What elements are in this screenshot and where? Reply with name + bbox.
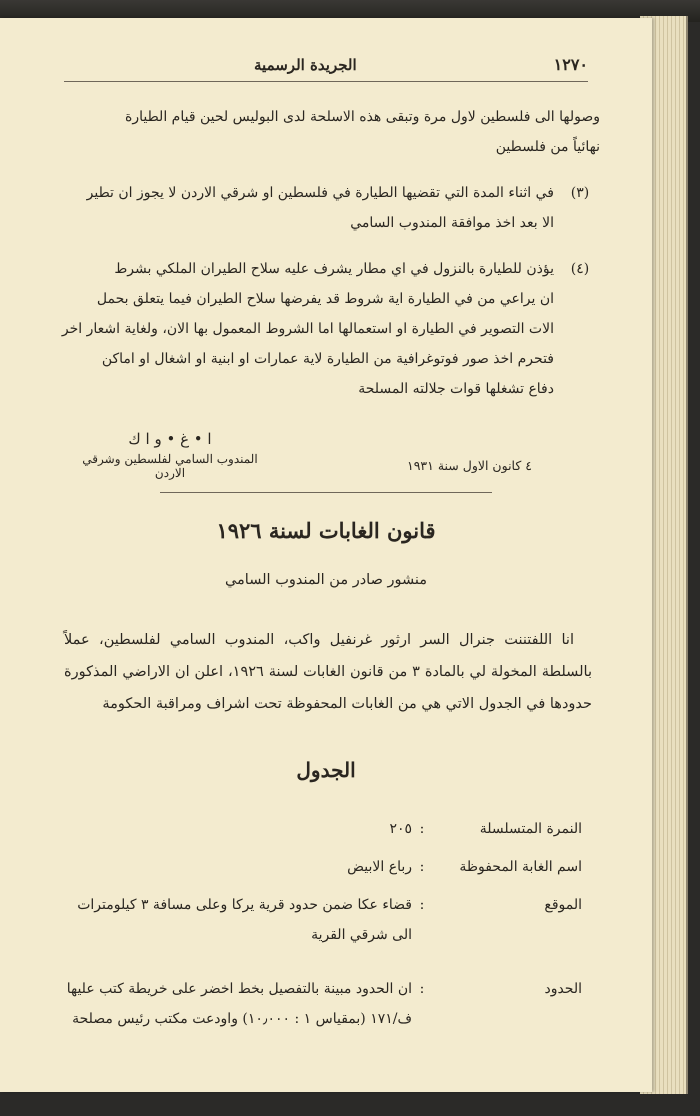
schedule-row bbox=[60, 852, 582, 882]
law-subtitle: منشور صادر من المندوب السامي bbox=[224, 572, 428, 588]
gazette-title: الجريدة الرسمية bbox=[254, 55, 357, 74]
page-header bbox=[64, 48, 588, 82]
clause-line: الات التصوير في الطيارة او استعمالها اما الشروط المعمول بها الان، ولغاية اشعار اخر bbox=[61, 321, 554, 337]
signing-date: ٤ كانون الاول سنة ١٩٣١ bbox=[406, 458, 532, 473]
intro-line: نهائياً من فلسطين bbox=[495, 139, 600, 155]
row-label: الموقع bbox=[544, 897, 582, 913]
clause-line: الا بعد اخذ موافقة المندوب السامي bbox=[350, 215, 554, 231]
schedule-row bbox=[60, 890, 582, 950]
row-value: ان الحدود مبينة بالتفصيل بخط اخضر على خريطة كتب عليها ف/١٧١ (بمقياس ١ : ١٠٫٠٠٠) واودعت مكتب رئيس مصلحة bbox=[66, 981, 412, 1027]
clause-line: دفاع تشغلها قوات جلالته المسلحة bbox=[358, 381, 554, 397]
proclamation-text: انا اللفتننت جنرال السر ارثور غرنفيل واكب، المندوب السامي لفلسطين، عملاً بالسلطة المخولة لي بالمادة ٣ من قانون الغابات لسنة ١٩٢٦، اعلن ان الاراضي المذكورة حدودها في الجدول الاتي هي من الغابات المحفوظة تحت اشراف ومراقبة الحكومة bbox=[64, 632, 592, 712]
page-number: ١٢٧٠ bbox=[553, 55, 588, 74]
row-label: الحدود bbox=[544, 981, 582, 997]
row-colon: : bbox=[419, 981, 425, 997]
law-title: قانون الغابات لسنة ١٩٢٦ bbox=[216, 518, 436, 543]
clause-3 bbox=[52, 178, 600, 238]
row-value: رباع الابيض bbox=[347, 859, 412, 875]
row-label: النمرة المتسلسلة bbox=[479, 821, 582, 837]
schedule-row bbox=[60, 974, 582, 1034]
clause-4 bbox=[52, 254, 600, 404]
row-value: قضاء عكا ضمن حدود قرية يركا وعلى مسافة ٣ كيلومترات الى شرقي القرية bbox=[77, 897, 412, 943]
row-label: اسم الغابة المحفوظة bbox=[459, 859, 582, 875]
signature-name: ا • غ • و ا ك bbox=[128, 430, 212, 448]
row-colon: : bbox=[419, 821, 425, 837]
clause-line: فتحرم اخذ صور فوتوغرافية من الطيارة لاية عمارات او ابنية او اشغال او اماكن bbox=[101, 351, 554, 367]
clause-number: (٤) bbox=[570, 261, 590, 277]
row-colon: : bbox=[419, 897, 425, 913]
intro-line: وصولها الى فلسطين لاول مرة وتبقى هذه الاسلحة لدى البوليس لحين قيام الطيارة bbox=[124, 109, 600, 125]
clause-line: في اثناء المدة التي تقضيها الطيارة في فلسطين او شرقي الاردن لا يجوز ان تطير bbox=[86, 185, 554, 201]
schedule-row bbox=[60, 814, 582, 844]
document-page bbox=[0, 18, 652, 1092]
clause-number: (٣) bbox=[570, 185, 590, 201]
row-colon: : bbox=[419, 859, 425, 875]
section-divider bbox=[160, 492, 492, 493]
clause-line: يؤذن للطيارة بالنزول في اي مطار يشرف عليه سلاح الطيران الملكي بشرط bbox=[114, 261, 554, 277]
intro-paragraph bbox=[52, 102, 600, 162]
schedule-title: الجدول bbox=[296, 758, 356, 782]
row-value: ٢٠٥ bbox=[389, 821, 412, 837]
signature-block bbox=[70, 430, 270, 480]
clause-line: ان يراعي من في الطيارة اية شروط قد يفرضها سلاح الطيران فيما يتعلق بحمل bbox=[96, 291, 554, 307]
signature-title: المندوب السامي لفلسطين وشرقي الاردن bbox=[82, 452, 258, 480]
